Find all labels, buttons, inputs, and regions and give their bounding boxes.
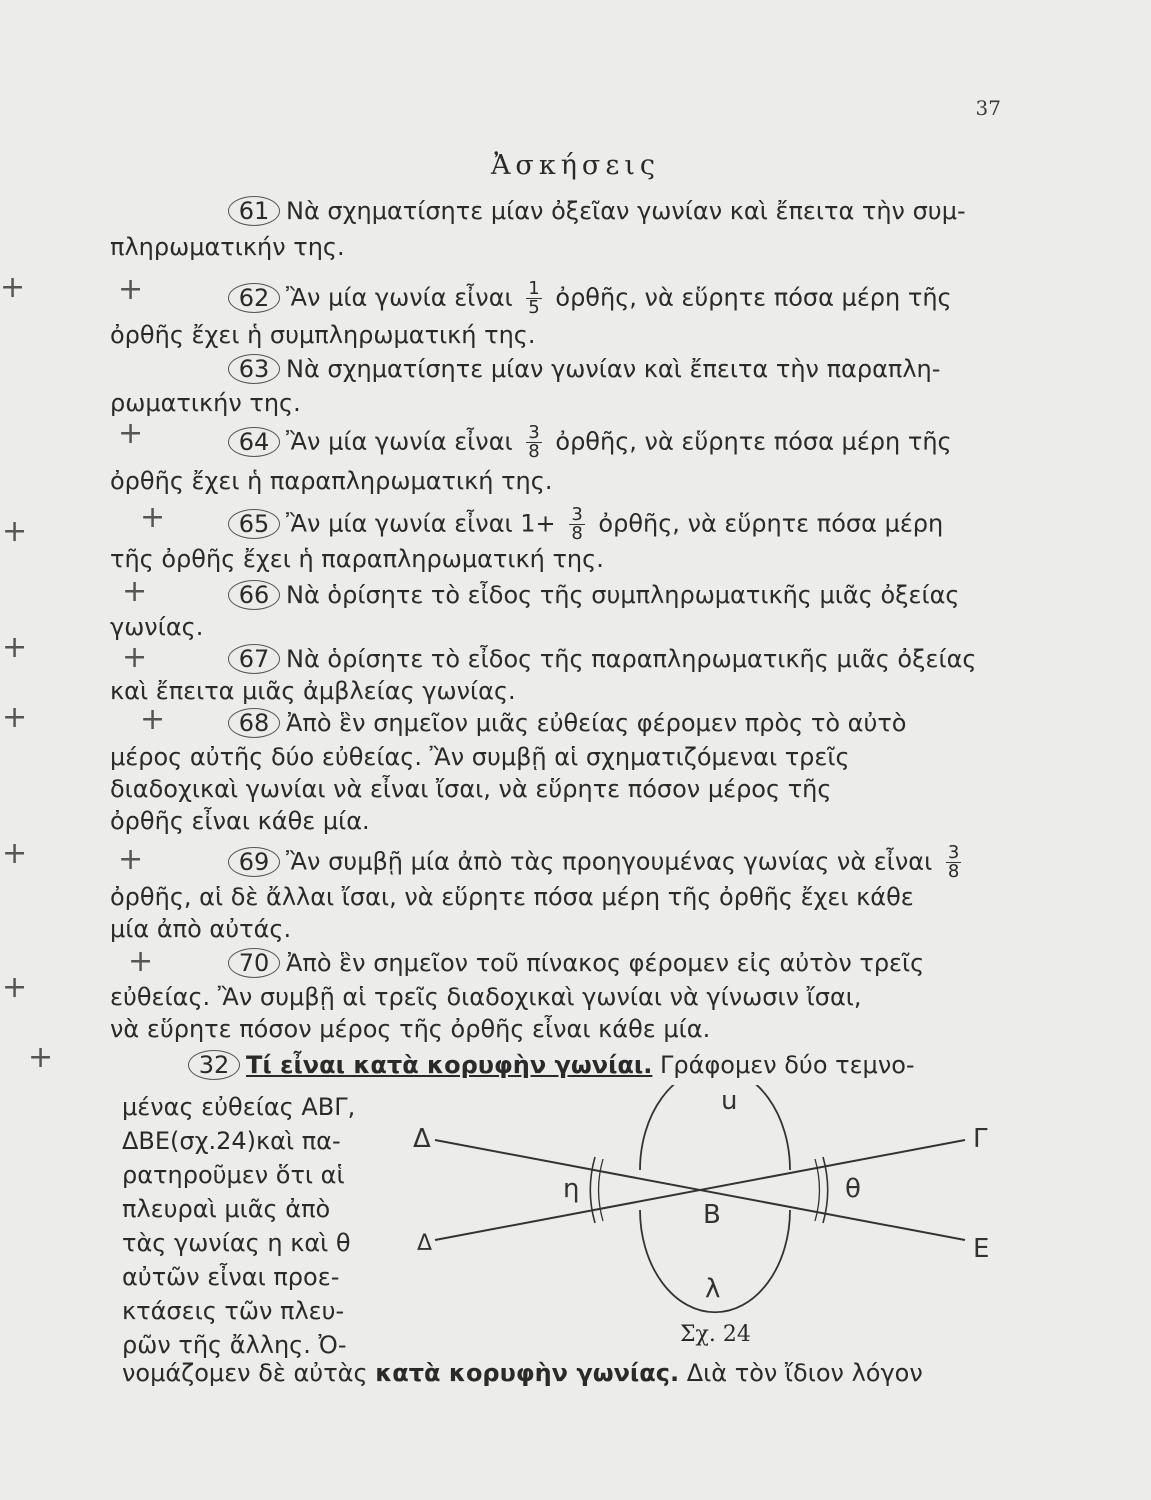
exercise-text: Ἀπὸ ἓν σημεῖον τοῦ πίνακος φέρομεν εἰς αὐτὸν τρεῖς: [286, 949, 925, 977]
column-line: κτάσεις τῶν πλευ-: [122, 1297, 345, 1325]
exercise-70-line-1: [228, 948, 924, 978]
fraction-denominator: 8: [528, 441, 540, 462]
exercise-64-line-2: ὀρθῆς ἔχει ἡ παραπληρωματική της.: [110, 467, 553, 495]
check-mark-68: +: [140, 702, 166, 737]
exercise-69-line-3: μία ἀπὸ αὐτάς.: [110, 915, 292, 943]
exercise-62-line-1: [228, 280, 952, 317]
page-number: 37: [975, 96, 1001, 120]
fraction: [569, 506, 584, 543]
margin-check-mark: +: [2, 970, 28, 1005]
margin-check-mark: +: [28, 1040, 54, 1075]
exercise-68-line-4: ὀρθῆς εἶναι κάθε μία.: [110, 807, 370, 835]
fraction-denominator: 5: [528, 297, 540, 318]
label-right-angle: θ: [845, 1174, 861, 1204]
column-line: ΔΒΕ(σχ.24)καὶ πα-: [122, 1127, 341, 1155]
exercise-number: 68: [228, 708, 280, 738]
check-mark-69: +: [118, 842, 144, 877]
exercise-number: 61: [228, 196, 280, 226]
exercise-number: 64: [228, 427, 280, 457]
exercise-number: 69: [228, 847, 280, 877]
exercise-70-line-2: εὐθείας. Ἂν συμβῇ αἱ τρεῖς διαδοχικαὶ γωνίαι νὰ γίνωσιν ἴσαι,: [110, 983, 862, 1011]
fraction-numerator: 1: [528, 278, 540, 299]
column-line: πλευραὶ μιᾶς ἀπὸ: [122, 1195, 331, 1223]
last-line-text: νομάζομεν δὲ αὐτὰς: [122, 1359, 368, 1387]
exercise-text: Νὰ σχηματίσητε μίαν ὀξεῖαν γωνίαν καὶ ἔπειτα τὴν συμ-: [286, 197, 966, 225]
margin-check-mark: +: [2, 514, 28, 549]
exercise-70-line-3: νὰ εὕρητε πόσον μέρος τῆς ὀρθῆς εἶναι κάθε μία.: [110, 1015, 711, 1043]
exercise-number: 63: [228, 354, 280, 384]
exercise-62-line-2: ὀρθῆς ἔχει ἡ συμπληρωματική της.: [110, 321, 536, 349]
figure-caption: Σχ. 24: [680, 1322, 751, 1347]
exercise-66-line-1: [228, 580, 960, 610]
section-32-title-line: [188, 1050, 915, 1080]
section-title: Τί εἶναι κατὰ κορυφὴν γωνίαι.: [246, 1051, 653, 1079]
fraction-numerator: 3: [528, 422, 540, 443]
label-top-right: Γ: [973, 1124, 988, 1154]
exercise-69-line-2: ὀρθῆς, αἱ δὲ ἄλλαι ἴσαι, νὰ εὕρητε πόσα μέρη τῆς ὀρθῆς ἔχει κάθε: [110, 883, 914, 911]
exercise-number: 65: [228, 509, 280, 539]
check-mark-64: +: [118, 416, 144, 451]
fraction-denominator: 8: [571, 523, 583, 544]
exercise-66-line-2: γωνίας.: [110, 613, 204, 641]
fraction: [526, 424, 541, 461]
exercise-text: Ἂν συμβῇ μία ἀπὸ τὰς προηγουμένας γωνίας νὰ εἶναι: [286, 847, 933, 876]
column-line: ρῶν τῆς ἄλλης. Ὀ-: [122, 1331, 347, 1359]
column-line: αὐτῶν εἶναι προε-: [122, 1263, 340, 1291]
exercise-text: Ἀπὸ ἓν σημεῖον μιᾶς εὐθείας φέρομεν πρὸς τὸ αὐτὸ: [286, 709, 907, 737]
label-bottom-angle: λ: [705, 1274, 721, 1304]
check-mark-65: +: [140, 500, 166, 535]
exercise-text: ὀρθῆς, νὰ εὕρητε πόσα μέρη τῆς: [555, 283, 952, 312]
arc-left-inner: [599, 1159, 603, 1221]
last-line-bold: κατὰ κορυφὴν γωνίας.: [375, 1359, 680, 1387]
fraction-numerator: 3: [571, 504, 583, 525]
label-bottom-right: Ε: [973, 1234, 990, 1264]
check-mark-66: +: [122, 574, 148, 609]
exercise-61-line-2: πληρωματικήν της.: [110, 233, 345, 261]
margin-check-mark: +: [2, 630, 28, 665]
exercise-text: Νὰ ὁρίσητε τὸ εἶδος τῆς συμπληρωματικῆς μιᾶς ὀξείας: [286, 581, 960, 609]
exercise-67-line-2: καὶ ἔπειτα μιᾶς ἀμβλείας γωνίας.: [110, 677, 516, 705]
check-mark-70: +: [128, 944, 154, 979]
exercise-65-line-1: [228, 506, 943, 543]
exercise-68-line-3: διαδοχικαὶ γωνίαι νὰ εἶναι ἴσαι, νὰ εὕρητε πόσον μέρος τῆς: [110, 775, 832, 803]
exercise-65-line-2: τῆς ὀρθῆς ἔχει ἡ παραπληρωματική της.: [110, 545, 604, 573]
exercise-text: ὀρθῆς, νὰ εὕρητε πόσα μέρη: [598, 509, 944, 538]
section-heading: Ἀσκήσεις: [490, 150, 661, 181]
section-number: 32: [188, 1050, 240, 1080]
exercise-number: 66: [228, 580, 280, 610]
section-text: Γράφομεν δύο τεμνο-: [660, 1051, 915, 1079]
exercise-68-line-2: μέρος αὐτῆς δύο εὐθείας. Ἂν συμβῇ αἱ σχηματιζόμεναι τρεῖς: [110, 743, 850, 771]
arc-left: [590, 1157, 595, 1223]
label-left-angle: η: [563, 1174, 580, 1204]
margin-check-mark: +: [0, 270, 26, 305]
fraction: [946, 844, 961, 881]
exercise-text: Νὰ σχηματίσητε μίαν γωνίαν καὶ ἔπειτα τὴν παραπλη-: [286, 355, 941, 383]
exercise-64-line-1: [228, 424, 952, 461]
exercise-text: Ἂν μία γωνία εἶναι 1+: [286, 509, 556, 538]
column-line: ρατηροῦμεν ὅτι αἱ: [122, 1161, 345, 1189]
label-center: Β: [703, 1200, 721, 1230]
exercise-63-line-2: ρωματικήν της.: [110, 389, 301, 417]
exercise-68-line-1: [228, 708, 906, 738]
check-mark-67: +: [122, 640, 148, 675]
exercise-text: Ἂν μία γωνία εἶναι: [286, 427, 513, 456]
exercise-61-line-1: [228, 196, 966, 226]
fraction-numerator: 3: [947, 842, 960, 863]
fraction-denominator: 8: [947, 861, 960, 882]
exercise-67-line-1: [228, 644, 976, 674]
last-line-text-end: Διὰ τὸν ἴδιον λόγον: [686, 1359, 923, 1387]
exercise-number: 70: [228, 948, 280, 978]
margin-check-mark: +: [2, 836, 28, 871]
arc-top: [640, 1085, 790, 1170]
label-top-angle: u: [721, 1086, 738, 1116]
exercise-text: ὀρθῆς, νὰ εὕρητε πόσα μέρη τῆς: [555, 427, 952, 456]
exercise-number: 62: [228, 283, 280, 313]
label-top-left: Δ: [413, 1124, 431, 1154]
exercise-63-line-1: [228, 354, 940, 384]
margin-check-mark: +: [2, 700, 28, 735]
fraction: [526, 280, 541, 317]
section-32-column-text: [122, 1090, 412, 1362]
exercise-text: Νὰ ὁρίσητε τὸ εἶδος τῆς παραπληρωματικῆς μιᾶς ὀξείας: [286, 645, 977, 673]
column-line: μένας εὐθείας ΑΒΓ,: [122, 1093, 356, 1121]
section-32-last-line: [122, 1358, 923, 1388]
check-mark-62: +: [118, 272, 144, 307]
column-line: τὰς γωνίας η καὶ θ: [122, 1229, 351, 1257]
label-bottom-left: Δ: [417, 1231, 433, 1256]
exercise-number: 67: [228, 644, 280, 674]
exercise-69-line-1: [228, 844, 967, 881]
exercise-text: Ἂν μία γωνία εἶναι: [286, 283, 513, 312]
